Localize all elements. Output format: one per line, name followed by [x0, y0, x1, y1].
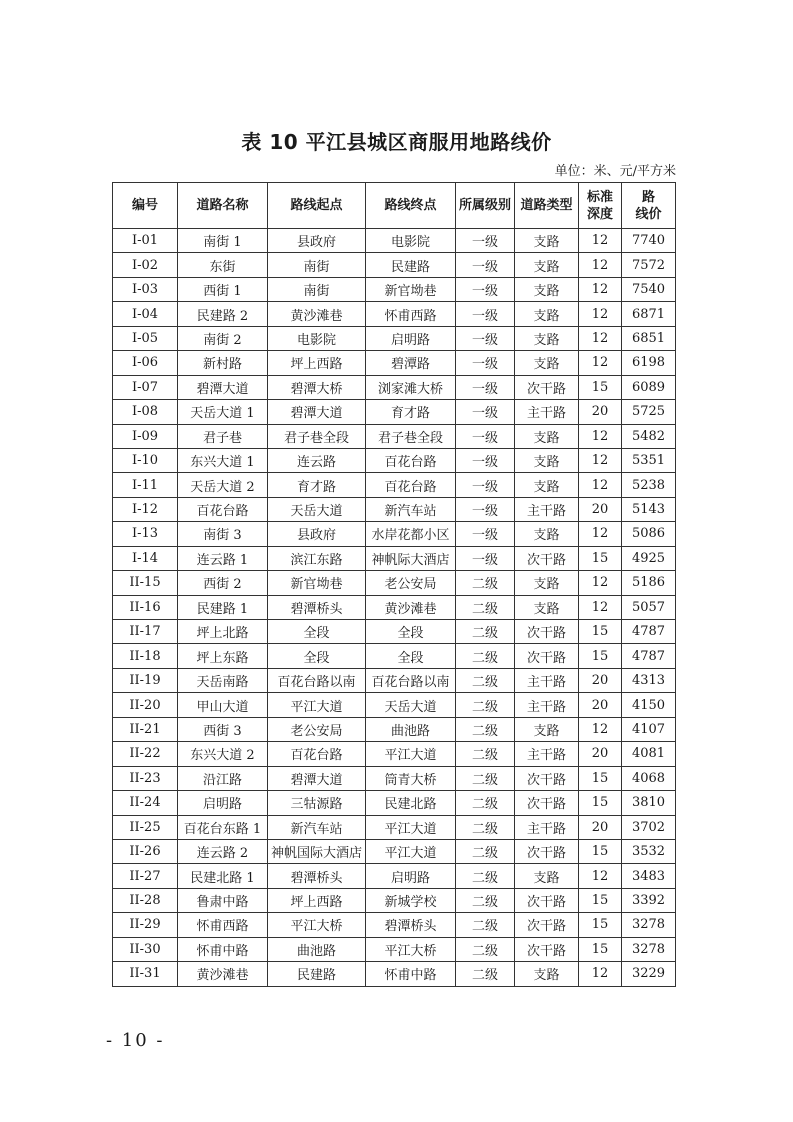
cell-code: I-08: [113, 400, 178, 424]
cell-price: 5238: [622, 473, 676, 497]
cell-start: 电影院: [268, 326, 366, 350]
cell-road: 鲁肃中路: [178, 888, 268, 912]
cell-level: 二级: [456, 571, 515, 595]
header-start: 路线起点: [268, 183, 366, 229]
cell-level: 一级: [456, 277, 515, 301]
cell-level: 二级: [456, 913, 515, 937]
cell-code: II-28: [113, 888, 178, 912]
cell-price: 3278: [622, 937, 676, 961]
cell-type: 支路: [515, 326, 579, 350]
cell-level: 二级: [456, 839, 515, 863]
cell-road: 怀甫中路: [178, 937, 268, 961]
table-row: [113, 815, 676, 839]
cell-type: 主干路: [515, 668, 579, 692]
cell-code: II-15: [113, 571, 178, 595]
cell-depth: 12: [579, 571, 622, 595]
cell-level: 一级: [456, 253, 515, 277]
cell-road: 天岳大道 2: [178, 473, 268, 497]
cell-price: 5186: [622, 571, 676, 595]
cell-start: 县政府: [268, 229, 366, 253]
cell-start: 平江大桥: [268, 913, 366, 937]
cell-start: 碧潭大道: [268, 766, 366, 790]
cell-depth: 15: [579, 766, 622, 790]
cell-code: II-24: [113, 791, 178, 815]
header-price: [622, 183, 676, 229]
cell-start: 坪上西路: [268, 351, 366, 375]
cell-depth: 15: [579, 375, 622, 399]
table-row: [113, 668, 676, 692]
table-row: [113, 791, 676, 815]
cell-end: 育才路: [366, 400, 456, 424]
cell-type: 主干路: [515, 693, 579, 717]
cell-road: 黄沙滩巷: [178, 962, 268, 986]
cell-type: 次干路: [515, 620, 579, 644]
unit-note: 单位：米、元/平方米: [554, 164, 676, 179]
table-row: [113, 448, 676, 472]
cell-start: 南街: [268, 253, 366, 277]
cell-level: 二级: [456, 595, 515, 619]
header-end: 路线终点: [366, 183, 456, 229]
cell-code: I-09: [113, 424, 178, 448]
cell-price: 3810: [622, 791, 676, 815]
cell-level: 二级: [456, 888, 515, 912]
cell-type: 支路: [515, 522, 579, 546]
cell-end: 启明路: [366, 864, 456, 888]
cell-end: 怀甫西路: [366, 302, 456, 326]
cell-level: 二级: [456, 766, 515, 790]
cell-end: 平江大道: [366, 839, 456, 863]
cell-level: 二级: [456, 717, 515, 741]
header-price-line2: 线价: [635, 206, 662, 222]
cell-depth: 20: [579, 742, 622, 766]
cell-code: II-26: [113, 839, 178, 863]
cell-price: 4313: [622, 668, 676, 692]
cell-road: 甲山大道: [178, 693, 268, 717]
cell-type: 次干路: [515, 937, 579, 961]
cell-price: 4925: [622, 546, 676, 570]
table-row: [113, 937, 676, 961]
cell-end: 民建路: [366, 253, 456, 277]
cell-depth: 15: [579, 913, 622, 937]
cell-start: 三牯源路: [268, 791, 366, 815]
table-row: [113, 229, 676, 253]
cell-depth: 12: [579, 351, 622, 375]
cell-type: 主干路: [515, 815, 579, 839]
cell-code: II-16: [113, 595, 178, 619]
cell-code: II-18: [113, 644, 178, 668]
cell-end: 天岳大道: [366, 693, 456, 717]
cell-price: 7740: [622, 229, 676, 253]
cell-road: 东兴大道 1: [178, 448, 268, 472]
cell-level: 二级: [456, 937, 515, 961]
table-row: [113, 571, 676, 595]
cell-price: 7540: [622, 277, 676, 301]
cell-level: 一级: [456, 424, 515, 448]
cell-type: 主干路: [515, 497, 579, 521]
cell-level: 一级: [456, 473, 515, 497]
cell-depth: 12: [579, 717, 622, 741]
table-row: [113, 693, 676, 717]
cell-depth: 20: [579, 693, 622, 717]
cell-code: I-04: [113, 302, 178, 326]
cell-price: 4068: [622, 766, 676, 790]
cell-code: I-10: [113, 448, 178, 472]
table-row: [113, 888, 676, 912]
cell-start: 新官坳巷: [268, 571, 366, 595]
cell-depth: 12: [579, 595, 622, 619]
header-depth-line1: 标准: [586, 189, 613, 205]
cell-code: I-13: [113, 522, 178, 546]
header-type: 道路类型: [515, 183, 579, 229]
cell-depth: 12: [579, 448, 622, 472]
cell-end: 百花台路: [366, 448, 456, 472]
cell-end: 新官坳巷: [366, 277, 456, 301]
cell-level: 二级: [456, 864, 515, 888]
cell-code: II-23: [113, 766, 178, 790]
cell-price: 3229: [622, 962, 676, 986]
table-row: [113, 253, 676, 277]
cell-road: 百花台路: [178, 497, 268, 521]
cell-end: 老公安局: [366, 571, 456, 595]
cell-end: 碧潭桥头: [366, 913, 456, 937]
cell-start: 神帆国际大酒店: [268, 839, 366, 863]
cell-type: 支路: [515, 424, 579, 448]
cell-road: 天岳大道 1: [178, 400, 268, 424]
cell-road: 南街 3: [178, 522, 268, 546]
cell-code: I-11: [113, 473, 178, 497]
table-row: [113, 546, 676, 570]
table-header-row: [113, 183, 676, 229]
cell-end: 怀甫中路: [366, 962, 456, 986]
cell-level: 一级: [456, 522, 515, 546]
cell-price: 7572: [622, 253, 676, 277]
cell-start: 曲池路: [268, 937, 366, 961]
cell-price: 5143: [622, 497, 676, 521]
cell-road: 怀甫西路: [178, 913, 268, 937]
cell-type: 支路: [515, 229, 579, 253]
table-row: [113, 864, 676, 888]
cell-start: 老公安局: [268, 717, 366, 741]
cell-start: 县政府: [268, 522, 366, 546]
cell-road: 坪上北路: [178, 620, 268, 644]
cell-code: II-22: [113, 742, 178, 766]
cell-road: 民建路 2: [178, 302, 268, 326]
cell-type: 次干路: [515, 888, 579, 912]
cell-start: 君子巷全段: [268, 424, 366, 448]
cell-end: 曲池路: [366, 717, 456, 741]
cell-type: 支路: [515, 717, 579, 741]
cell-end: 新城学校: [366, 888, 456, 912]
cell-road: 西街 1: [178, 277, 268, 301]
cell-start: 连云路: [268, 448, 366, 472]
cell-end: 水岸花都小区: [366, 522, 456, 546]
cell-price: 4107: [622, 717, 676, 741]
table-row: [113, 326, 676, 350]
cell-depth: 12: [579, 424, 622, 448]
cell-road: 连云路 2: [178, 839, 268, 863]
cell-type: 支路: [515, 473, 579, 497]
cell-road: 百花台东路 1: [178, 815, 268, 839]
cell-depth: 20: [579, 400, 622, 424]
cell-level: 二级: [456, 791, 515, 815]
cell-type: 主干路: [515, 742, 579, 766]
cell-level: 一级: [456, 375, 515, 399]
cell-price: 5086: [622, 522, 676, 546]
header-road: 道路名称: [178, 183, 268, 229]
cell-level: 二级: [456, 815, 515, 839]
table-row: [113, 766, 676, 790]
cell-code: II-27: [113, 864, 178, 888]
table-row: [113, 497, 676, 521]
cell-level: 一级: [456, 326, 515, 350]
cell-type: 支路: [515, 448, 579, 472]
cell-road: 沿江路: [178, 766, 268, 790]
road-price-table: [112, 182, 676, 987]
cell-road: 西街 3: [178, 717, 268, 741]
cell-type: 次干路: [515, 839, 579, 863]
table-body: [113, 229, 676, 987]
cell-depth: 12: [579, 277, 622, 301]
table-row: [113, 400, 676, 424]
cell-start: 滨江东路: [268, 546, 366, 570]
cell-type: 支路: [515, 351, 579, 375]
cell-start: 全段: [268, 644, 366, 668]
table-row: [113, 424, 676, 448]
cell-start: 碧潭桥头: [268, 595, 366, 619]
table-row: [113, 351, 676, 375]
cell-type: 主干路: [515, 400, 579, 424]
cell-end: 百花台路以南: [366, 668, 456, 692]
cell-road: 民建北路 1: [178, 864, 268, 888]
cell-end: 筒青大桥: [366, 766, 456, 790]
cell-road: 东街: [178, 253, 268, 277]
cell-start: 天岳大道: [268, 497, 366, 521]
cell-type: 次干路: [515, 644, 579, 668]
table-row: [113, 595, 676, 619]
header-code: 编号: [113, 183, 178, 229]
cell-depth: 15: [579, 791, 622, 815]
cell-price: 6089: [622, 375, 676, 399]
cell-start: 全段: [268, 620, 366, 644]
cell-end: 平江大桥: [366, 937, 456, 961]
table-row: [113, 375, 676, 399]
cell-end: 全段: [366, 620, 456, 644]
cell-price: 4787: [622, 620, 676, 644]
cell-road: 碧潭大道: [178, 375, 268, 399]
table-row: [113, 277, 676, 301]
cell-price: 6871: [622, 302, 676, 326]
cell-code: II-17: [113, 620, 178, 644]
table-row: [113, 962, 676, 986]
cell-level: 一级: [456, 448, 515, 472]
header-level: 所属级别: [456, 183, 515, 229]
cell-code: I-07: [113, 375, 178, 399]
table-row: [113, 913, 676, 937]
table-row: [113, 522, 676, 546]
cell-depth: 15: [579, 546, 622, 570]
cell-depth: 15: [579, 620, 622, 644]
cell-type: 支路: [515, 571, 579, 595]
table-row: [113, 302, 676, 326]
table-row: [113, 742, 676, 766]
cell-start: 碧潭大道: [268, 400, 366, 424]
cell-road: 坪上东路: [178, 644, 268, 668]
cell-code: I-05: [113, 326, 178, 350]
cell-start: 百花台路以南: [268, 668, 366, 692]
cell-code: I-01: [113, 229, 178, 253]
cell-type: 支路: [515, 302, 579, 326]
cell-code: II-25: [113, 815, 178, 839]
cell-start: 南街: [268, 277, 366, 301]
table-row: [113, 473, 676, 497]
cell-code: I-03: [113, 277, 178, 301]
cell-end: 启明路: [366, 326, 456, 350]
cell-price: 4787: [622, 644, 676, 668]
cell-code: II-29: [113, 913, 178, 937]
cell-start: 坪上西路: [268, 888, 366, 912]
cell-depth: 12: [579, 962, 622, 986]
cell-start: 新汽车站: [268, 815, 366, 839]
cell-type: 次干路: [515, 913, 579, 937]
cell-type: 次干路: [515, 375, 579, 399]
cell-code: I-12: [113, 497, 178, 521]
cell-price: 3702: [622, 815, 676, 839]
cell-level: 二级: [456, 742, 515, 766]
cell-depth: 12: [579, 326, 622, 350]
cell-level: 一级: [456, 302, 515, 326]
cell-end: 全段: [366, 644, 456, 668]
cell-depth: 20: [579, 668, 622, 692]
cell-level: 二级: [456, 644, 515, 668]
cell-depth: 20: [579, 497, 622, 521]
cell-code: I-02: [113, 253, 178, 277]
cell-level: 二级: [456, 962, 515, 986]
cell-depth: 12: [579, 473, 622, 497]
cell-depth: 12: [579, 522, 622, 546]
cell-type: 次干路: [515, 546, 579, 570]
cell-start: 碧潭大桥: [268, 375, 366, 399]
cell-road: 天岳南路: [178, 668, 268, 692]
page-title: 表 10 平江县城区商服用地路线价: [241, 130, 552, 154]
cell-level: 一级: [456, 351, 515, 375]
cell-end: 民建北路: [366, 791, 456, 815]
cell-price: 5482: [622, 424, 676, 448]
cell-end: 电影院: [366, 229, 456, 253]
cell-code: II-30: [113, 937, 178, 961]
cell-level: 一级: [456, 497, 515, 521]
cell-price: 5351: [622, 448, 676, 472]
cell-level: 二级: [456, 620, 515, 644]
cell-type: 支路: [515, 595, 579, 619]
page-number: - 10 -: [106, 1030, 165, 1051]
cell-end: 神帆际大酒店: [366, 546, 456, 570]
table-row: [113, 644, 676, 668]
cell-level: 一级: [456, 400, 515, 424]
cell-end: 平江大道: [366, 742, 456, 766]
cell-depth: 12: [579, 229, 622, 253]
cell-code: I-06: [113, 351, 178, 375]
cell-start: 育才路: [268, 473, 366, 497]
cell-start: 平江大道: [268, 693, 366, 717]
cell-road: 南街 2: [178, 326, 268, 350]
cell-price: 6851: [622, 326, 676, 350]
cell-road: 启明路: [178, 791, 268, 815]
cell-code: II-19: [113, 668, 178, 692]
cell-depth: 15: [579, 839, 622, 863]
cell-end: 君子巷全段: [366, 424, 456, 448]
header-price-line1: 路: [641, 189, 655, 205]
cell-type: 次干路: [515, 766, 579, 790]
cell-price: 4081: [622, 742, 676, 766]
cell-code: II-31: [113, 962, 178, 986]
cell-road: 民建路 1: [178, 595, 268, 619]
cell-type: 支路: [515, 962, 579, 986]
cell-price: 3532: [622, 839, 676, 863]
cell-road: 连云路 1: [178, 546, 268, 570]
cell-price: 3392: [622, 888, 676, 912]
cell-level: 二级: [456, 693, 515, 717]
header-depth-line2: 深度: [586, 206, 613, 222]
cell-end: 平江大道: [366, 815, 456, 839]
table-row: [113, 620, 676, 644]
cell-price: 6198: [622, 351, 676, 375]
table-row: [113, 717, 676, 741]
cell-level: 二级: [456, 668, 515, 692]
cell-type: 次干路: [515, 791, 579, 815]
cell-road: 新村路: [178, 351, 268, 375]
cell-end: 黄沙滩巷: [366, 595, 456, 619]
cell-level: 一级: [456, 229, 515, 253]
cell-depth: 12: [579, 864, 622, 888]
cell-price: 5057: [622, 595, 676, 619]
cell-end: 碧潭路: [366, 351, 456, 375]
cell-price: 4150: [622, 693, 676, 717]
cell-start: 民建路: [268, 962, 366, 986]
cell-type: 支路: [515, 864, 579, 888]
cell-road: 西街 2: [178, 571, 268, 595]
header-depth: [579, 183, 622, 229]
cell-start: 百花台路: [268, 742, 366, 766]
cell-type: 支路: [515, 277, 579, 301]
cell-depth: 15: [579, 644, 622, 668]
cell-road: 南街 1: [178, 229, 268, 253]
cell-depth: 12: [579, 302, 622, 326]
cell-depth: 12: [579, 253, 622, 277]
cell-start: 碧潭桥头: [268, 864, 366, 888]
cell-type: 支路: [515, 253, 579, 277]
cell-end: 浏家滩大桥: [366, 375, 456, 399]
cell-code: II-21: [113, 717, 178, 741]
table-row: [113, 839, 676, 863]
cell-depth: 15: [579, 888, 622, 912]
cell-depth: 15: [579, 937, 622, 961]
cell-depth: 20: [579, 815, 622, 839]
cell-price: 5725: [622, 400, 676, 424]
cell-price: 3483: [622, 864, 676, 888]
cell-end: 百花台路: [366, 473, 456, 497]
cell-road: 君子巷: [178, 424, 268, 448]
cell-level: 一级: [456, 546, 515, 570]
cell-road: 东兴大道 2: [178, 742, 268, 766]
cell-price: 3278: [622, 913, 676, 937]
cell-code: I-14: [113, 546, 178, 570]
cell-code: II-20: [113, 693, 178, 717]
cell-start: 黄沙滩巷: [268, 302, 366, 326]
cell-end: 新汽车站: [366, 497, 456, 521]
